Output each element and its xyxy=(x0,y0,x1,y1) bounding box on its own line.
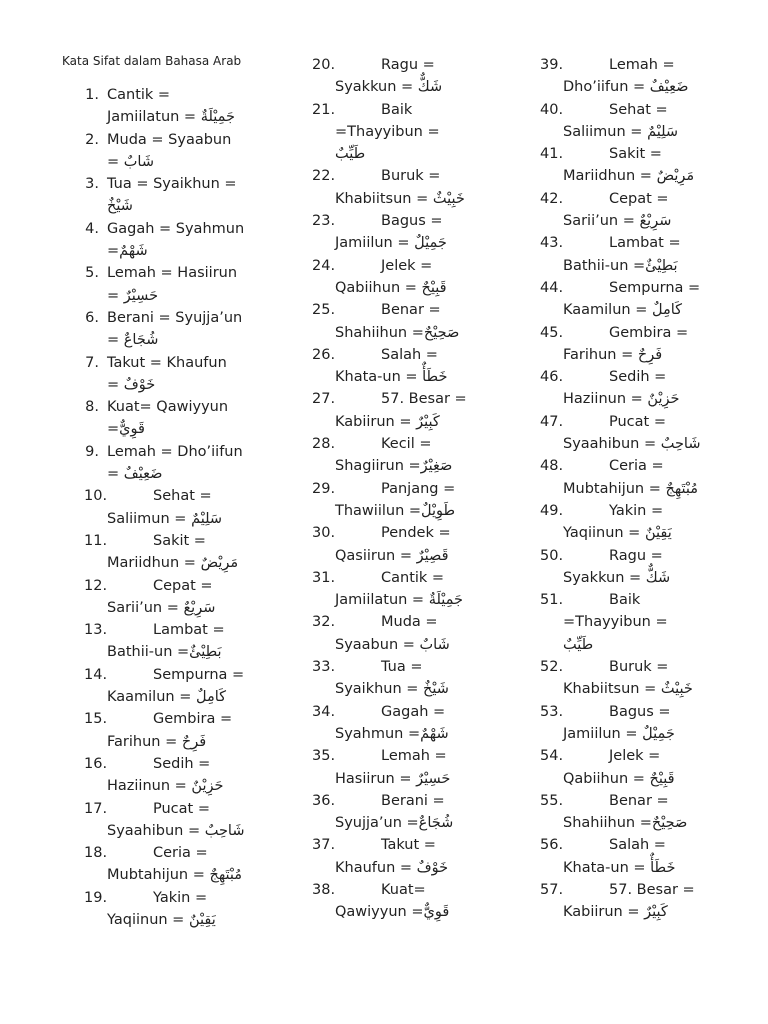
list-item xyxy=(540,545,750,590)
item-number: 55. xyxy=(540,792,564,809)
item-line-1 xyxy=(107,485,284,507)
list-item xyxy=(84,262,284,307)
item-term: Lambat = xyxy=(153,622,225,639)
item-line-2: Kaamilun = كَامِلٌ xyxy=(107,689,227,706)
item-line-2: Khata-un = خَطَأٌ xyxy=(563,859,676,876)
list-item xyxy=(84,664,284,709)
list-item xyxy=(540,455,750,500)
item-number: 35. xyxy=(312,748,336,765)
item-number: 46. xyxy=(540,369,564,386)
item-line-2: Sarii’un = سَرِيْعٌ xyxy=(107,599,216,616)
item-number: 29. xyxy=(312,480,336,497)
item-line-2: =قَوِيٌّ xyxy=(107,421,145,438)
list-item xyxy=(540,656,750,701)
item-number: 38. xyxy=(312,881,336,898)
list-item xyxy=(312,790,522,835)
item-number: 43. xyxy=(540,235,564,252)
item-term: Berani = xyxy=(381,792,445,809)
item-line-1 xyxy=(335,99,522,121)
item-line-2: Syahmun =شَهْمٌ xyxy=(335,725,449,742)
item-number: 36. xyxy=(312,792,336,809)
item-term: Buruk = xyxy=(609,659,669,676)
item-term: Salah = xyxy=(381,346,438,363)
item-line-2: Jamiilun = جَمِيْلٌ xyxy=(563,725,675,742)
list-item xyxy=(312,611,522,656)
item-number: 52. xyxy=(540,659,564,676)
item-line-2: Khata-un = خَطَأٌ xyxy=(335,369,448,386)
item-term: Buruk = xyxy=(381,168,441,185)
item-term: Cepat = xyxy=(153,577,213,594)
list-item xyxy=(84,441,284,486)
item-line-2: Qasiirun = قَصِيْرٌ xyxy=(335,547,449,564)
item-term: Lemah = xyxy=(381,748,447,765)
item-line-2: Syaahibun = شَاحِبٌ xyxy=(107,822,245,839)
item-line-1 xyxy=(563,188,750,210)
item-term: Lemah = Dho’iifun xyxy=(107,443,243,460)
item-line-1 xyxy=(107,262,284,284)
item-number: 45. xyxy=(540,324,564,341)
item-line-2: Kaamilun = كَامِلٌ xyxy=(563,302,683,319)
list-item xyxy=(84,485,284,530)
list-item xyxy=(540,879,750,924)
item-line-1 xyxy=(107,441,284,463)
item-line-1 xyxy=(563,656,750,678)
item-line-2: Bathii-un =بَطِيْئٌ xyxy=(563,257,678,274)
list-item xyxy=(540,500,750,545)
item-line-1 xyxy=(335,388,522,410)
item-term: Sempurna = xyxy=(153,666,245,683)
item-number: 32. xyxy=(312,614,336,631)
item-number: 47. xyxy=(540,413,564,430)
item-line-2: Shahiihun =صَحِيْحٌ xyxy=(335,324,460,341)
item-term: Sehat = xyxy=(609,101,668,118)
item-number: 20. xyxy=(312,57,336,73)
item-line-1 xyxy=(563,143,750,165)
column-3 xyxy=(540,54,750,924)
item-line-1 xyxy=(107,708,284,730)
list-item xyxy=(312,834,522,879)
item-term: Baik xyxy=(609,592,641,609)
item-term: Bagus = xyxy=(381,213,443,230)
item-line-2: Shagiirun =صَغِيْرٌ xyxy=(335,458,453,475)
item-term: Cantik = xyxy=(381,569,445,586)
item-number: 15. xyxy=(84,711,108,728)
item-line-1 xyxy=(107,664,284,686)
list-item xyxy=(312,54,522,99)
item-line-1 xyxy=(563,455,750,477)
item-term: Yakin = xyxy=(153,889,208,906)
item-line-1 xyxy=(335,433,522,455)
item-line-2: Qabiihun = قَبِيْحٌ xyxy=(335,279,447,296)
item-term: Gagah = xyxy=(381,703,446,720)
column-2 xyxy=(312,54,522,924)
item-line-2: Khabiitsun = خَبِيْثٌ xyxy=(563,681,693,698)
item-number: 7. xyxy=(85,354,99,371)
item-term: Sehat = xyxy=(153,488,212,505)
list-item xyxy=(540,232,750,277)
item-term: Sakit = xyxy=(153,532,206,549)
list-item xyxy=(312,478,522,523)
item-term: Ragu = xyxy=(609,547,663,564)
list-item xyxy=(312,344,522,389)
item-line-2: Haziinun = حَزِيْنٌ xyxy=(563,391,680,408)
item-term: Jelek = xyxy=(381,257,433,274)
item-number: 12. xyxy=(84,577,108,594)
list-item xyxy=(312,99,522,166)
item-line-1 xyxy=(563,54,750,76)
item-line-1 xyxy=(563,834,750,856)
item-line-2: Qabiihun = قَبِيْحٌ xyxy=(563,770,675,787)
item-line-1 xyxy=(107,84,284,106)
item-line-2: شَيْخٌ xyxy=(107,198,133,215)
list-item xyxy=(540,745,750,790)
item-number: 18. xyxy=(84,845,108,862)
item-line-1 xyxy=(335,567,522,589)
item-line-2: Qawiyyun =قَوِيٌّ xyxy=(335,904,450,921)
item-line-1 xyxy=(335,210,522,232)
item-number: 51. xyxy=(540,592,564,609)
item-line-2: = خَوْفٌ xyxy=(107,376,156,393)
list-item xyxy=(540,589,750,656)
item-line-1 xyxy=(107,173,284,195)
item-line-1 xyxy=(107,619,284,641)
item-number: 37. xyxy=(312,837,336,854)
list-item xyxy=(84,173,284,218)
list-item xyxy=(312,745,522,790)
item-line-1 xyxy=(335,54,522,76)
item-number: 9. xyxy=(85,443,99,460)
item-term: Cepat = xyxy=(609,190,669,207)
item-term: Lemah = xyxy=(609,57,675,73)
list-item xyxy=(540,834,750,879)
item-number: 26. xyxy=(312,346,336,363)
item-line-3: طَيِّبٌ xyxy=(335,146,366,163)
item-line-1 xyxy=(335,834,522,856)
item-line-2: Shahiihun =صَحِيْحٌ xyxy=(563,815,688,832)
item-line-1 xyxy=(335,344,522,366)
list-item xyxy=(540,277,750,322)
item-line-2: Syaahibun = شَاحِبٌ xyxy=(563,436,701,453)
list-item xyxy=(84,129,284,174)
item-line-2: Thawiilun =طَوِيْلٌ xyxy=(335,502,456,519)
item-term: Takut = Khaufun xyxy=(107,354,227,371)
item-line-2: Farihun = فَرِحٌ xyxy=(107,733,207,750)
item-number: 40. xyxy=(540,101,564,118)
list-item xyxy=(84,307,284,352)
item-term: Bagus = xyxy=(609,703,671,720)
item-line-1 xyxy=(563,589,750,611)
item-term: Salah = xyxy=(609,837,666,854)
item-line-1 xyxy=(335,255,522,277)
item-number: 34. xyxy=(312,703,336,720)
item-line-2: Bathii-un =بَطِيْئٌ xyxy=(107,644,222,661)
column-1 xyxy=(84,84,284,931)
item-line-3: طَيِّبٌ xyxy=(563,636,594,653)
item-number: 33. xyxy=(312,659,336,676)
list-item xyxy=(84,619,284,664)
list-item xyxy=(312,656,522,701)
item-line-1 xyxy=(563,411,750,433)
item-line-1 xyxy=(335,478,522,500)
item-line-2: Khabiitsun = خَبِيْثٌ xyxy=(335,190,465,207)
item-line-1 xyxy=(563,790,750,812)
item-line-2: =Thayyibun = xyxy=(335,123,440,140)
item-line-1 xyxy=(563,879,750,901)
item-number: 57. xyxy=(540,881,564,898)
item-line-2: Saliimun = سَلِيْمٌ xyxy=(107,510,223,527)
item-line-1 xyxy=(563,745,750,767)
item-line-1 xyxy=(107,218,284,240)
item-number: 24. xyxy=(312,257,336,274)
list-item xyxy=(312,433,522,478)
item-number: 21. xyxy=(312,101,336,118)
list-item xyxy=(312,388,522,433)
item-line-2: Kabiirun = كَبِيْرٌ xyxy=(335,413,440,430)
item-number: 16. xyxy=(84,755,108,772)
list-item xyxy=(84,530,284,575)
item-line-1 xyxy=(335,701,522,723)
item-number: 50. xyxy=(540,547,564,564)
item-line-2: Dho’iifun = ضَعِيْفٌ xyxy=(563,79,689,96)
item-number: 39. xyxy=(540,57,564,73)
item-number: 6. xyxy=(85,309,99,326)
list-item xyxy=(84,708,284,753)
item-term: Sedih = xyxy=(153,755,211,772)
item-number: 28. xyxy=(312,436,336,453)
item-number: 13. xyxy=(84,622,108,639)
item-term: Kuat= xyxy=(381,881,426,898)
item-line-2: Syaabun = شَابٌ xyxy=(335,636,450,653)
item-line-2: = شُجَاعٌ xyxy=(107,332,159,349)
item-line-2: =شَهْمٌ xyxy=(107,243,148,260)
item-number: 8. xyxy=(85,399,99,416)
item-line-2: Haziinun = حَزِيْنٌ xyxy=(107,778,224,795)
list-item xyxy=(540,188,750,233)
list-item xyxy=(84,218,284,263)
list-item xyxy=(540,790,750,835)
item-line-2: Syujja’un =شُجَاعٌ xyxy=(335,815,454,832)
item-line-2: Syakkun = شَكٌّ xyxy=(563,569,671,586)
item-line-1 xyxy=(107,842,284,864)
item-line-1 xyxy=(335,656,522,678)
item-number: 49. xyxy=(540,502,564,519)
item-term: Kecil = xyxy=(381,436,432,453)
list-item xyxy=(312,522,522,567)
item-line-1 xyxy=(335,879,522,901)
list-item xyxy=(84,352,284,397)
item-line-1 xyxy=(107,798,284,820)
item-line-2: Kabiirun = كَبِيْرٌ xyxy=(563,904,668,921)
item-number: 19. xyxy=(84,889,108,906)
item-line-2: Mariidhun = مَرِيْضٌ xyxy=(107,555,239,572)
item-number: 31. xyxy=(312,569,336,586)
item-term: Lambat = xyxy=(609,235,681,252)
item-line-1 xyxy=(563,232,750,254)
item-number: 27. xyxy=(312,391,336,408)
item-number: 48. xyxy=(540,458,564,475)
item-number: 11. xyxy=(84,532,108,549)
item-line-1 xyxy=(563,277,750,299)
item-line-2: Mubtahijun = مُبْتَهِجٌ xyxy=(107,867,243,884)
item-line-2: = حَسِيْرٌ xyxy=(107,287,159,304)
item-number: 4. xyxy=(85,220,99,237)
list-item xyxy=(312,299,522,344)
item-line-2: Sarii’un = سَرِيْعٌ xyxy=(563,213,672,230)
item-term: Ceria = xyxy=(153,845,208,862)
item-number: 44. xyxy=(540,279,564,296)
item-term: Sedih = xyxy=(609,369,667,386)
item-term: Sakit = xyxy=(609,146,662,163)
list-item xyxy=(540,366,750,411)
item-term: Panjang = xyxy=(381,480,456,497)
item-term: Muda = Syaabun xyxy=(107,131,232,148)
item-number: 54. xyxy=(540,748,564,765)
list-item xyxy=(312,567,522,612)
item-term: Benar = xyxy=(381,302,441,319)
item-term: 57. Besar = xyxy=(609,881,695,898)
item-line-1 xyxy=(107,129,284,151)
item-term: Takut = xyxy=(381,837,436,854)
item-line-1 xyxy=(563,701,750,723)
item-line-1 xyxy=(107,530,284,552)
item-line-2: Khaufun = خَوْفٌ xyxy=(335,859,449,876)
item-term: Tua = Syaikhun = xyxy=(107,176,237,193)
item-line-2: Syaikhun = شَيْخٌ xyxy=(335,681,449,698)
list-item xyxy=(540,411,750,456)
item-line-1 xyxy=(563,366,750,388)
item-number: 22. xyxy=(312,168,336,185)
item-term: Ragu = xyxy=(381,57,435,73)
list-item xyxy=(84,842,284,887)
item-term: Gembira = xyxy=(609,324,689,341)
item-line-2: Jamiilun = جَمِيْلٌ xyxy=(335,235,447,252)
item-term: Pucat = xyxy=(153,800,210,817)
item-term: Muda = xyxy=(381,614,438,631)
item-line-1 xyxy=(107,575,284,597)
item-line-2: Farihun = فَرِحٌ xyxy=(563,346,663,363)
list-item xyxy=(312,255,522,300)
item-number: 53. xyxy=(540,703,564,720)
item-number: 41. xyxy=(540,146,564,163)
list-item xyxy=(84,575,284,620)
item-line-1 xyxy=(107,352,284,374)
item-term: Tua = xyxy=(381,659,423,676)
item-term: 57. Besar = xyxy=(381,391,467,408)
item-term: Jelek = xyxy=(609,748,661,765)
item-line-1 xyxy=(335,745,522,767)
item-number: 2. xyxy=(85,131,99,148)
item-line-1 xyxy=(335,522,522,544)
item-line-1 xyxy=(335,165,522,187)
list-item xyxy=(84,396,284,441)
item-number: 17. xyxy=(84,800,108,817)
item-term: Sempurna = xyxy=(609,279,701,296)
list-item xyxy=(540,54,750,99)
list-item xyxy=(84,887,284,932)
item-line-1 xyxy=(107,396,284,418)
item-number: 23. xyxy=(312,213,336,230)
item-line-2: = شَابٌ xyxy=(107,153,154,170)
item-number: 3. xyxy=(85,176,99,193)
item-term: Pucat = xyxy=(609,413,666,430)
item-line-2: = ضَعِيْفٌ xyxy=(107,466,163,483)
item-term: Gagah = Syahmun xyxy=(107,220,245,237)
list-item xyxy=(312,701,522,746)
item-term: Baik xyxy=(381,101,413,118)
item-line-2: Yaqiinun = يَقِيْنٌ xyxy=(107,911,216,928)
list-item xyxy=(312,210,522,255)
item-line-1 xyxy=(563,322,750,344)
list-item xyxy=(540,143,750,188)
item-line-1 xyxy=(335,611,522,633)
item-line-1 xyxy=(335,790,522,812)
item-line-2: Mubtahijun = مُبْتَهِجٌ xyxy=(563,480,699,497)
list-item xyxy=(84,753,284,798)
item-line-2: Jamiilatun = جَمِيْلَةٌ xyxy=(335,592,463,609)
item-line-1 xyxy=(107,753,284,775)
item-line-2: Saliimun = سَلِيْمٌ xyxy=(563,123,679,140)
list-item xyxy=(84,798,284,843)
item-line-1 xyxy=(335,299,522,321)
item-term: Cantik = xyxy=(107,87,171,103)
list-item xyxy=(540,322,750,367)
item-term: Lemah = Hasiirun xyxy=(107,265,238,282)
item-line-1 xyxy=(107,887,284,909)
item-line-2: Jamiilatun = جَمِيْلَةٌ xyxy=(107,109,235,126)
list-item xyxy=(540,701,750,746)
item-term: Pendek = xyxy=(381,525,451,542)
item-number: 42. xyxy=(540,190,564,207)
item-line-1 xyxy=(563,500,750,522)
item-line-1 xyxy=(563,545,750,567)
item-term: Benar = xyxy=(609,792,669,809)
item-term: Berani = Syujja’un xyxy=(107,309,243,326)
item-term: Gembira = xyxy=(153,711,233,728)
item-line-2: Hasiirun = حَسِيْرٌ xyxy=(335,770,451,787)
page-title: Kata Sifat dalam Bahasa Arab xyxy=(62,54,242,68)
item-number: 56. xyxy=(540,837,564,854)
item-number: 10. xyxy=(84,488,108,505)
item-term: Yakin = xyxy=(609,502,664,519)
list-item xyxy=(540,99,750,144)
item-number: 14. xyxy=(84,666,108,683)
list-item xyxy=(312,879,522,924)
item-term: Kuat= Qawiyyun xyxy=(107,399,229,416)
item-number: 25. xyxy=(312,302,336,319)
item-line-2: =Thayyibun = xyxy=(563,614,668,631)
item-line-1 xyxy=(107,307,284,329)
list-item xyxy=(84,84,284,129)
item-number: 30. xyxy=(312,525,336,542)
list-item xyxy=(312,165,522,210)
item-line-2: Yaqiinun = يَقِيْنٌ xyxy=(563,525,672,542)
item-line-2: Mariidhun = مَرِيْضٌ xyxy=(563,168,695,185)
item-term: Ceria = xyxy=(609,458,664,475)
item-line-1 xyxy=(563,99,750,121)
item-number: 5. xyxy=(85,265,99,282)
item-line-2: Syakkun = شَكٌّ xyxy=(335,79,443,96)
item-number: 1. xyxy=(85,87,99,103)
